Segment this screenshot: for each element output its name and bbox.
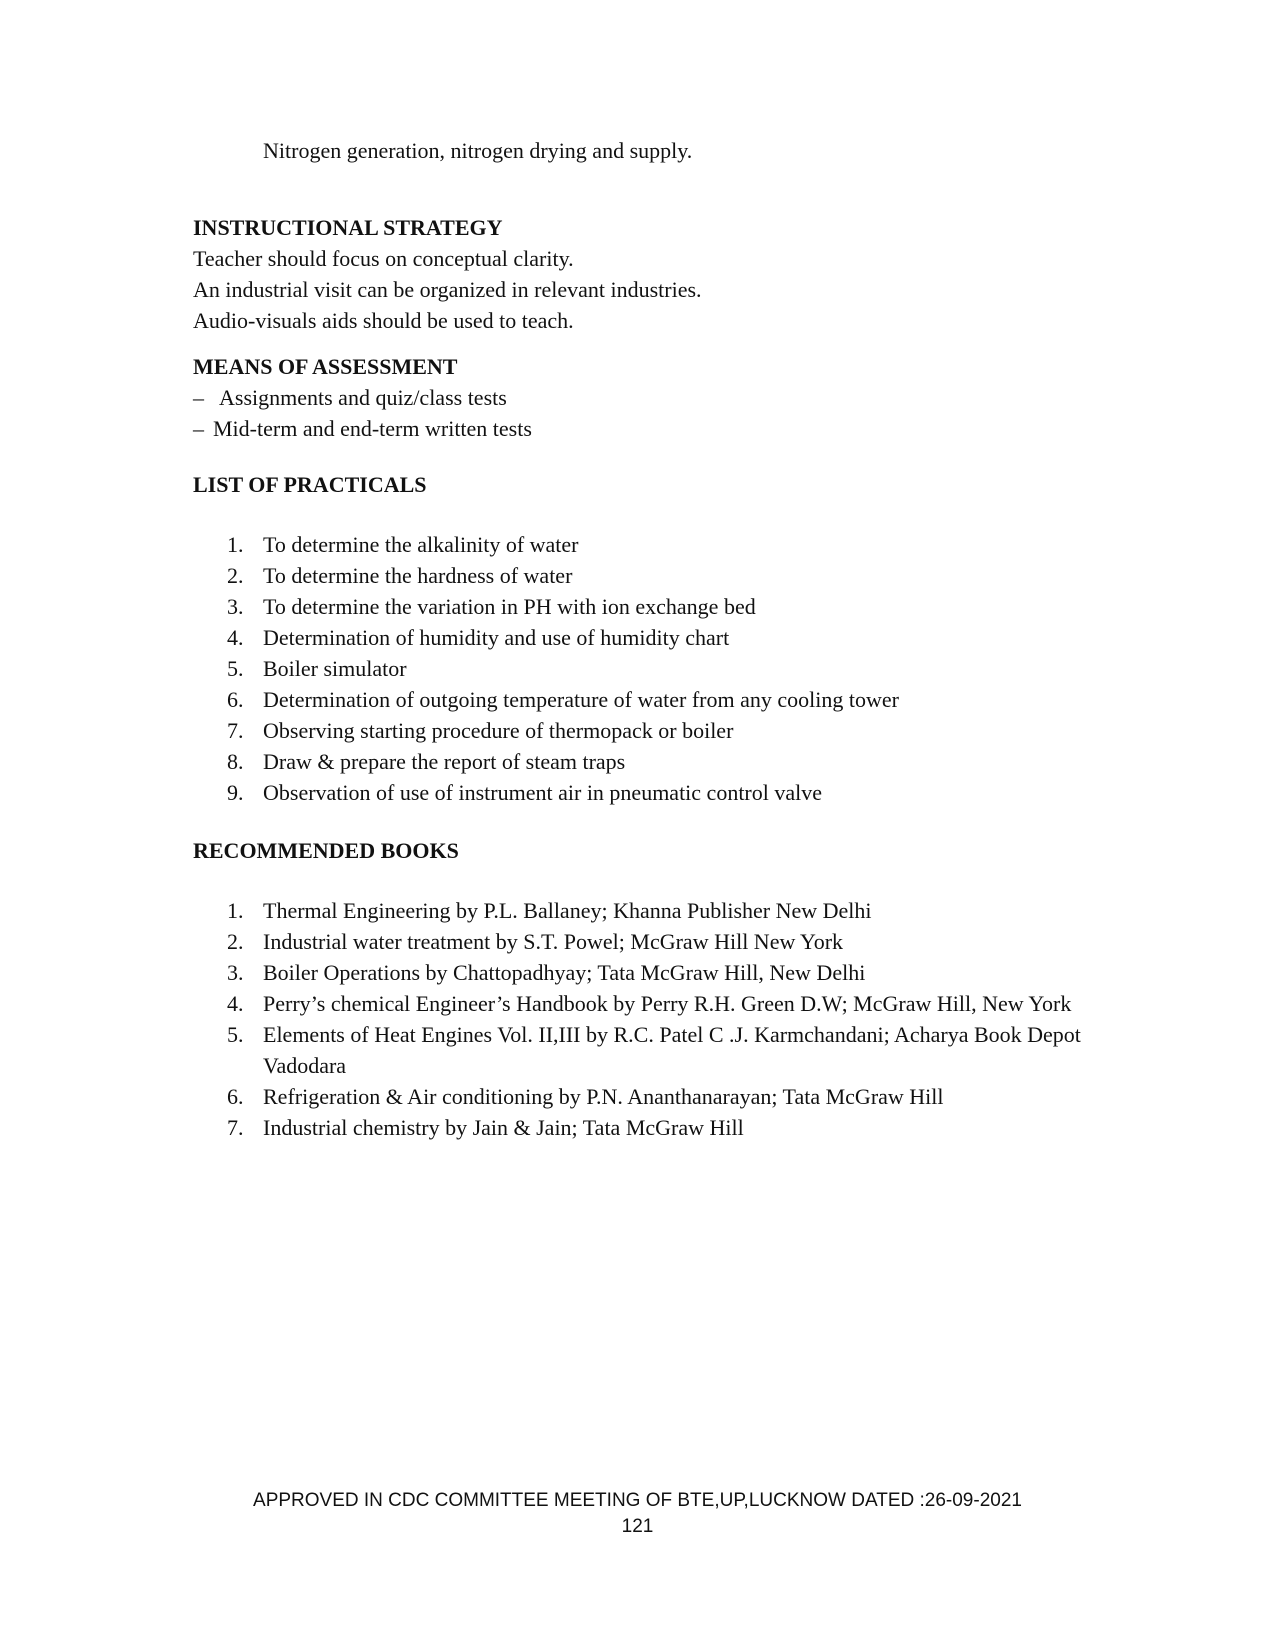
practical-text: Determination of outgoing temperature of water from any cooling tower (263, 687, 899, 712)
instructional-strategy-heading: INSTRUCTIONAL STRATEGY (193, 215, 503, 240)
page-footer (0, 1488, 1275, 1540)
list-item (193, 746, 1103, 777)
dash-bullet: – (193, 416, 204, 441)
list-item (193, 622, 1103, 653)
item-number: 4. (227, 625, 244, 650)
strategy-line: An industrial visit can be organized in relevant industries. (193, 277, 702, 302)
book-text: Refrigeration & Air conditioning by P.N. Ananthanarayan; Tata McGraw Hill (263, 1084, 944, 1109)
recommended-books-heading: RECOMMENDED BOOKS (193, 838, 459, 863)
list-item (193, 715, 1103, 746)
item-number: 8. (227, 749, 244, 774)
list-item (193, 591, 1103, 622)
book-text: Industrial water treatment by S.T. Powel; McGraw Hill New York (263, 929, 844, 954)
book-text: Industrial chemistry by Jain & Jain; Tata McGraw Hill (263, 1115, 744, 1140)
list-item (193, 653, 1103, 684)
item-number: 3. (227, 594, 244, 619)
practicals-list (193, 529, 1093, 808)
means-of-assessment-section (193, 352, 1093, 444)
item-number: 4. (227, 991, 244, 1016)
book-text: Boiler Operations by Chattopadhyay; Tata McGraw Hill, New Delhi (263, 960, 866, 985)
list-item (193, 1081, 1103, 1112)
dash-bullet: – (193, 385, 204, 410)
list-item (193, 957, 1103, 988)
item-number: 2. (227, 929, 244, 954)
list-item (193, 413, 1093, 444)
instructional-strategy-section (193, 213, 1093, 336)
item-number: 5. (227, 1022, 244, 1047)
item-number: 2. (227, 563, 244, 588)
book-text: Thermal Engineering by P.L. Ballaney; Khanna Publisher New Delhi (263, 898, 872, 923)
intro-line: Nitrogen generation, nitrogen drying and supply. (263, 138, 693, 163)
strategy-line: Teacher should focus on conceptual clarity. (193, 246, 574, 271)
list-item (193, 777, 1103, 808)
item-number: 9. (227, 780, 244, 805)
practical-text: To determine the alkalinity of water (263, 532, 579, 557)
item-number: 6. (227, 687, 244, 712)
approval-note: APPROVED IN CDC COMMITTEE MEETING OF BTE,UP,LUCKNOW DATED :26-09-2021 (253, 1490, 1022, 1511)
practical-text: Boiler simulator (263, 656, 407, 681)
list-item (193, 382, 1093, 413)
recommended-books-section (193, 836, 1093, 1143)
book-text: Perry’s chemical Engineer’s Handbook by Perry R.H. Green D.W; McGraw Hill, New York (263, 991, 1072, 1016)
item-number: 1. (227, 898, 244, 923)
practicals-heading: LIST OF PRACTICALS (193, 472, 427, 497)
practical-text: To determine the hardness of water (263, 563, 573, 588)
practical-text: Observing starting procedure of thermopack or boiler (263, 718, 734, 743)
books-list (193, 895, 1093, 1143)
strategy-line: Audio-visuals aids should be used to teach. (193, 308, 574, 333)
practical-text: Observation of use of instrument air in pneumatic control valve (263, 780, 823, 805)
list-item (193, 529, 1103, 560)
list-item (193, 560, 1103, 591)
means-of-assessment-heading: MEANS OF ASSESSMENT (193, 354, 458, 379)
item-number: 7. (227, 718, 244, 743)
list-item (193, 895, 1103, 926)
assessment-item-text: Assignments and quiz/class tests (219, 385, 507, 410)
list-item (193, 926, 1103, 957)
practical-text: Draw & prepare the report of steam traps (263, 749, 626, 774)
practical-text: To determine the variation in PH with ion exchange bed (263, 594, 756, 619)
page-number: 121 (621, 1516, 654, 1537)
list-item (193, 1112, 1103, 1143)
practical-text: Determination of humidity and use of humidity chart (263, 625, 730, 650)
item-number: 3. (227, 960, 244, 985)
item-number: 6. (227, 1084, 244, 1109)
item-number: 5. (227, 656, 244, 681)
practicals-section (193, 470, 1093, 808)
item-number: 1. (227, 532, 244, 557)
list-item (193, 684, 1103, 715)
assessment-item-text: Mid-term and end-term written tests (213, 416, 532, 441)
assessment-list (193, 382, 1093, 444)
list-item (193, 988, 1103, 1019)
list-item (193, 1019, 1103, 1081)
item-number: 7. (227, 1115, 244, 1140)
book-text: Elements of Heat Engines Vol. II,III by R.C. Patel C .J. Karmchandani; Acharya Book Depot Vadodara (263, 1022, 1081, 1078)
